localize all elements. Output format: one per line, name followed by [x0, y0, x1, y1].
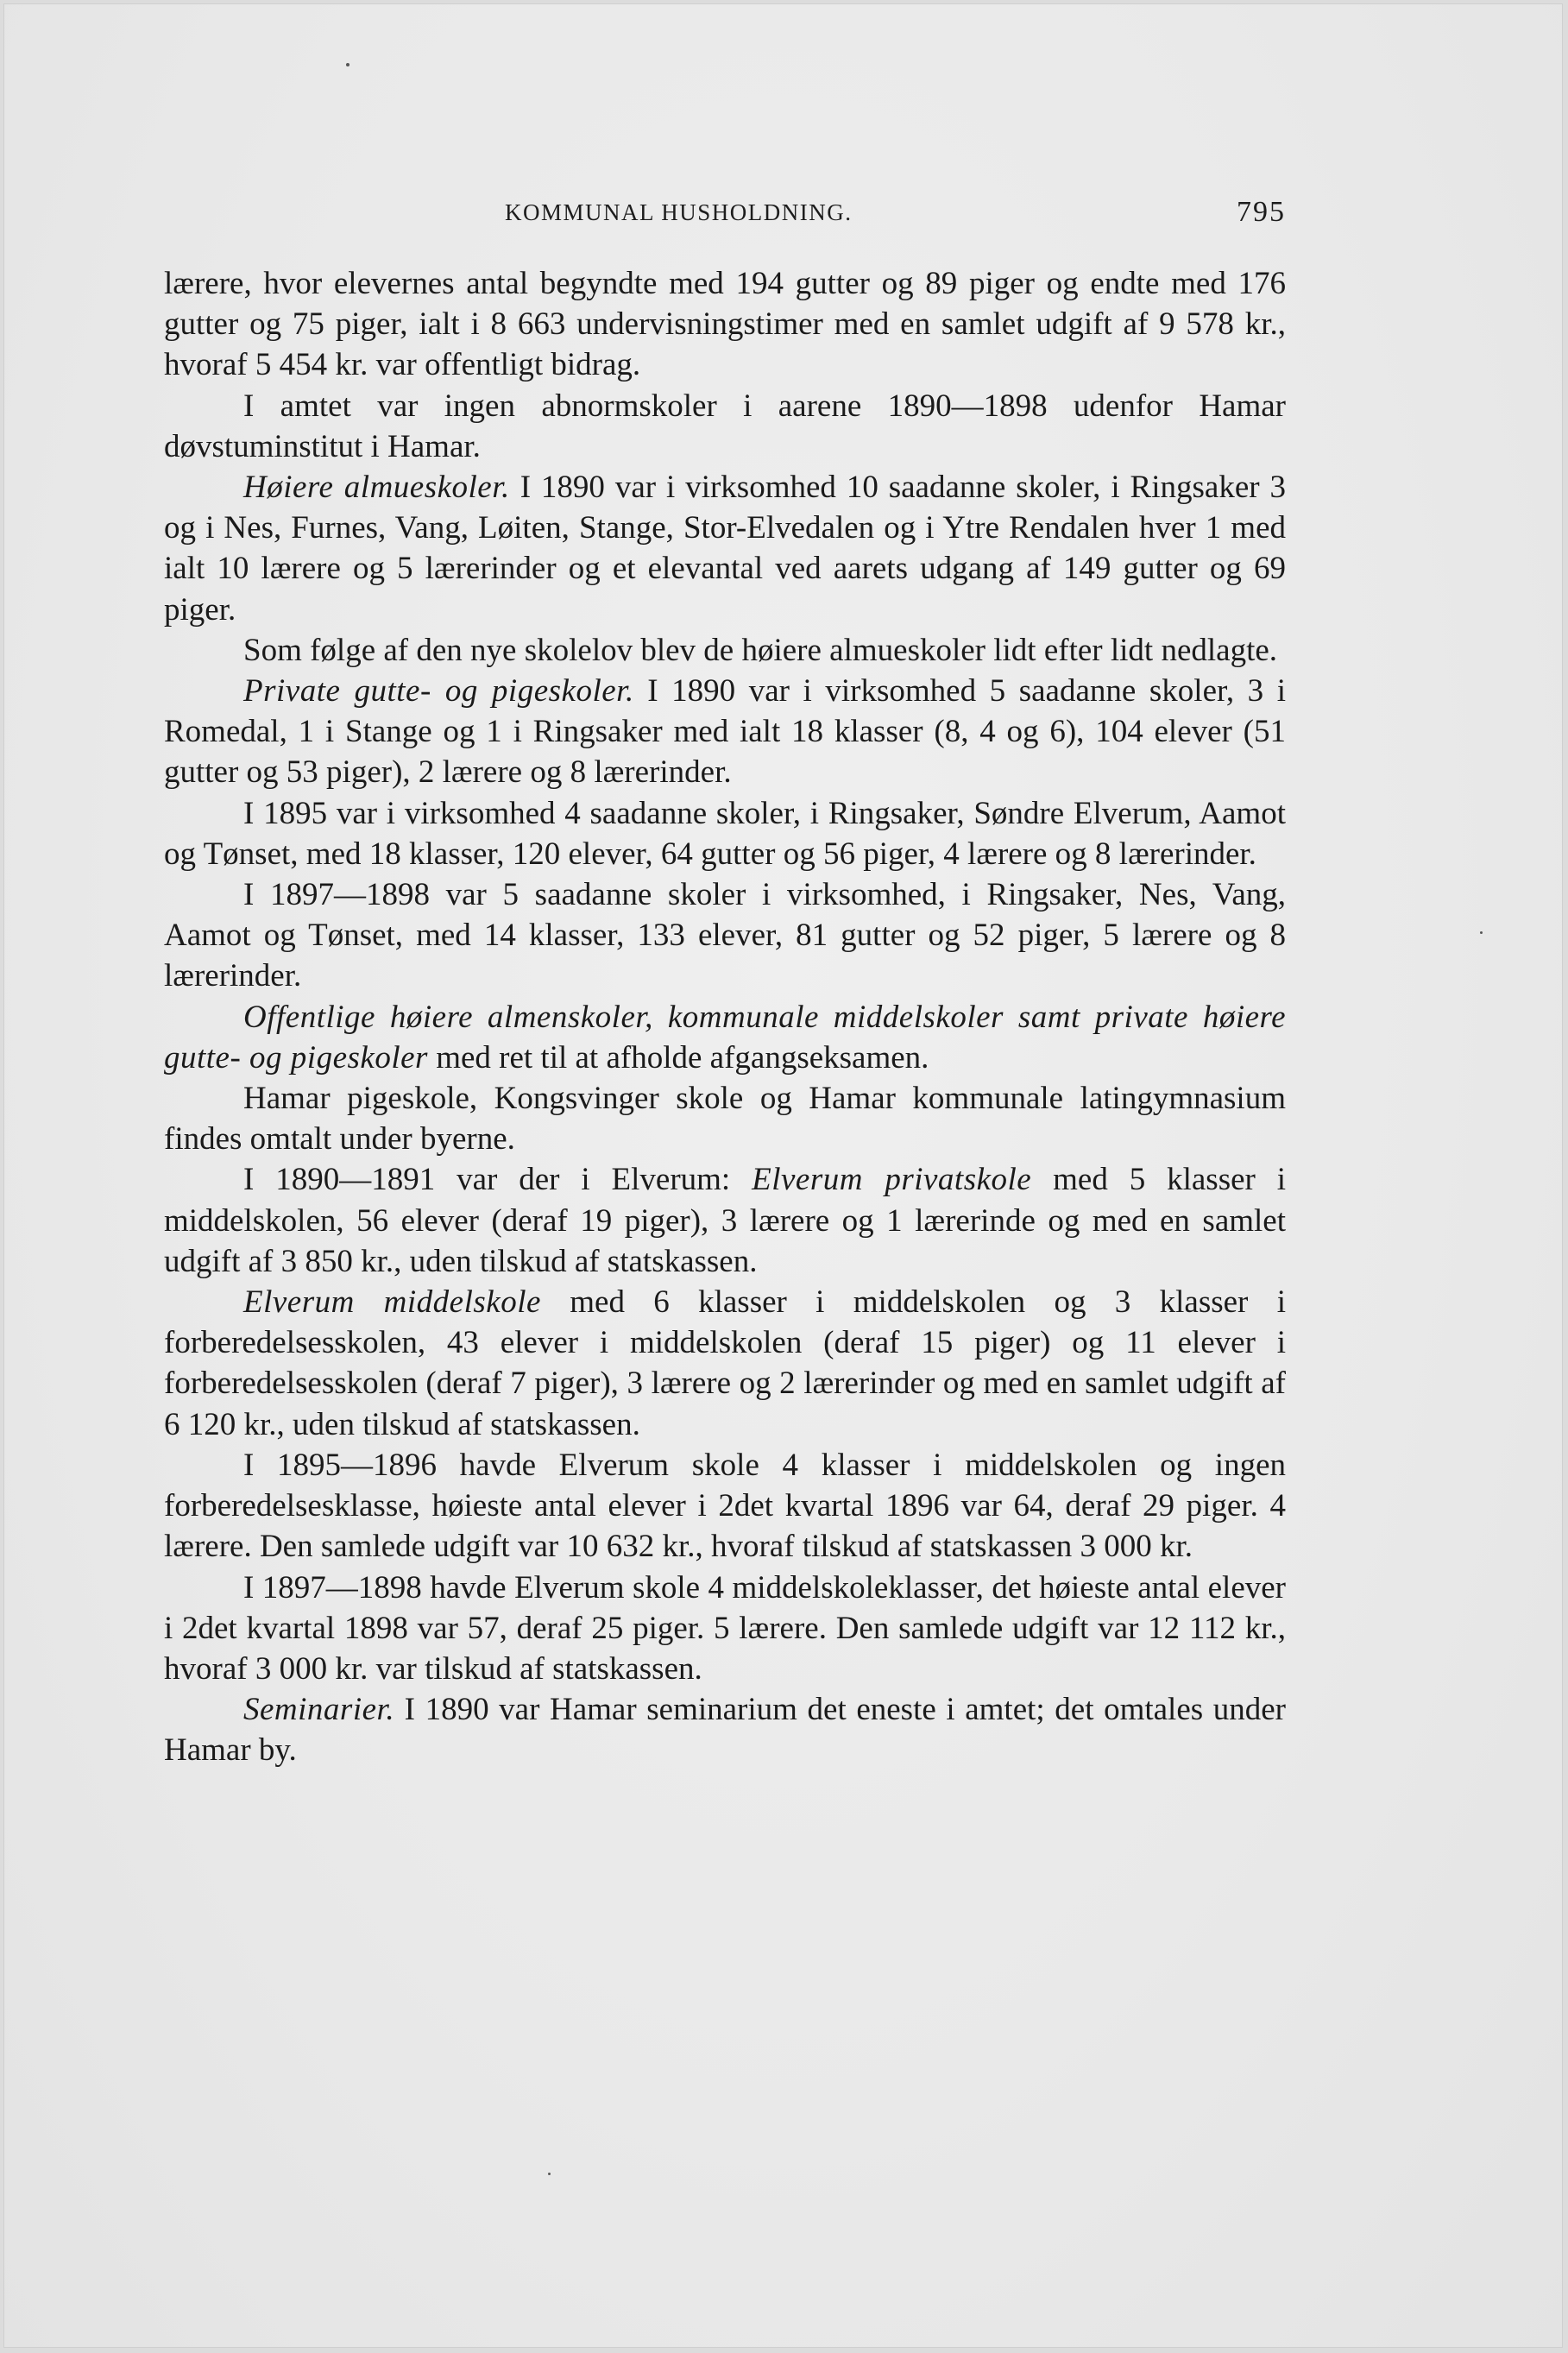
paragraph: I 1897—1898 var 5 saadanne skoler i virksomhed, i Ringsaker, Nes, Vang, Aamot og Tønset, med 14 klasser, 133 elever, 81 gutter og 52 piger, 5 lærere og 8 lærerinder. — [164, 877, 1286, 994]
paragraph: I 1895—1896 havde Elverum skole 4 klasser i middelskolen og ingen forberedelsesklasse, høieste antal elever i 2det kvartal 1896 var 64, deraf 29 piger. 4 lærere. Den samlede udgift var 10 632 kr., hvoraf tilskud af statskassen 3 000 kr. — [164, 1447, 1286, 1565]
section-heading: Høiere almueskoler. — [243, 470, 510, 506]
paragraph: I 1895 var i virksomhed 4 saadanne skoler, i Ringsaker, Søndre Elverum, Aamot og Tønset, med 18 klasser, 120 elever, 64 gutter og 56 piger, 4 lærere og 8 lærerinder. — [164, 795, 1286, 872]
page-header — [164, 196, 1286, 234]
paragraph: lærere, hvor elevernes antal begyndte med 194 gutter og 89 piger og endte med 176 gutter og 75 piger, ialt i 8 663 undervisningstimer med en samlet udgift af 9 578 kr., hvoraf 5 454 kr. var offentligt bidrag. — [164, 266, 1286, 383]
book-page — [3, 3, 1563, 2348]
paragraph: Høiere almueskoler. I 1890 var i virksomhed 10 saadanne skoler, i Ringsaker 3 og i Nes, Furnes, Vang, Løiten, Stange, Stor-Elvedalen og i Ytre Rendalen hver 1 med ialt 10 lærere og 5 lærerinder og et elevantal ved aarets udgang af 149 gutter og 69 piger. — [164, 470, 1286, 628]
paragraph: Hamar pigeskole, Kongsvinger skole og Hamar kommunale latingymnasium findes omtalt under byerne. — [164, 1081, 1286, 1158]
section-heading: Seminarier. — [243, 1692, 395, 1728]
ink-speck — [346, 63, 349, 66]
ink-speck — [548, 2173, 551, 2175]
running-title: KOMMUNAL HUSHOLDNING. — [505, 199, 853, 225]
paragraph: Offentlige høiere almenskoler, kommunale middelskoler samt private høiere gutte- og pigeskoler med ret til at afholde afgangseksamen. — [164, 999, 1286, 1076]
section-heading: Offentlige høiere almenskoler, kommunale middelskoler samt private høiere gutte- og pigeskoler — [164, 999, 1286, 1076]
paragraph: Private gutte- og pigeskoler. I 1890 var i virksomhed 5 saadanne skoler, 3 i Romedal, 1 i Stange og 1 i Ringsaker med ialt 18 klasser (8, 4 og 6), 104 elever (51 gutter og 53 piger), 2 lærere og 8 lærerinder. — [164, 673, 1287, 791]
paragraph: Seminarier. I 1890 var Hamar seminarium det eneste i amtet; det omtales under Hamar by. — [164, 1692, 1286, 1769]
paragraph: Som følge af den nye skolelov blev de høiere almueskoler lidt efter lidt nedlagte. — [243, 632, 1278, 668]
ink-speck — [1480, 931, 1483, 934]
paragraph: Elverum middelskole med 6 klasser i middelskolen og 3 klasser i forberedelsesskolen, 43 elever i middelskolen (deraf 15 piger) og 11 elever i forberedelsesskolen (deraf 7 piger), 3 lærere og 2 lærerinder og med en samlet udgift af 6 120 kr., uden tilskud af statskassen. — [164, 1284, 1286, 1442]
page-number: 795 — [1237, 196, 1286, 228]
paragraph: I 1897—1898 havde Elverum skole 4 middelskoleklasser, det høieste antal elever i 2det kvartal 1898 var 57, deraf 25 piger. 5 lærere. Den samlede udgift var 12 112 kr., hvoraf 3 000 kr. var tilskud af statskassen. — [164, 1569, 1286, 1687]
page-body — [164, 263, 1286, 1771]
section-heading: Private gutte- og pigeskoler. — [243, 673, 634, 710]
school-name: Elverum privatskole — [752, 1162, 1032, 1198]
paragraph: I amtet var ingen abnormskoler i aarene 1890—1898 udenfor Hamar døvstuminstitut i Hamar. — [164, 388, 1286, 464]
school-name: Elverum middelskole — [243, 1284, 541, 1321]
paragraph: I 1890—1891 var der i Elverum: Elverum privatskole med 5 klasser i middelskolen, 56 elever (deraf 19 piger), 3 lærere og 1 lærerinde og med en samlet udgift af 3 850 kr., uden tilskud af statskassen. — [164, 1162, 1286, 1279]
